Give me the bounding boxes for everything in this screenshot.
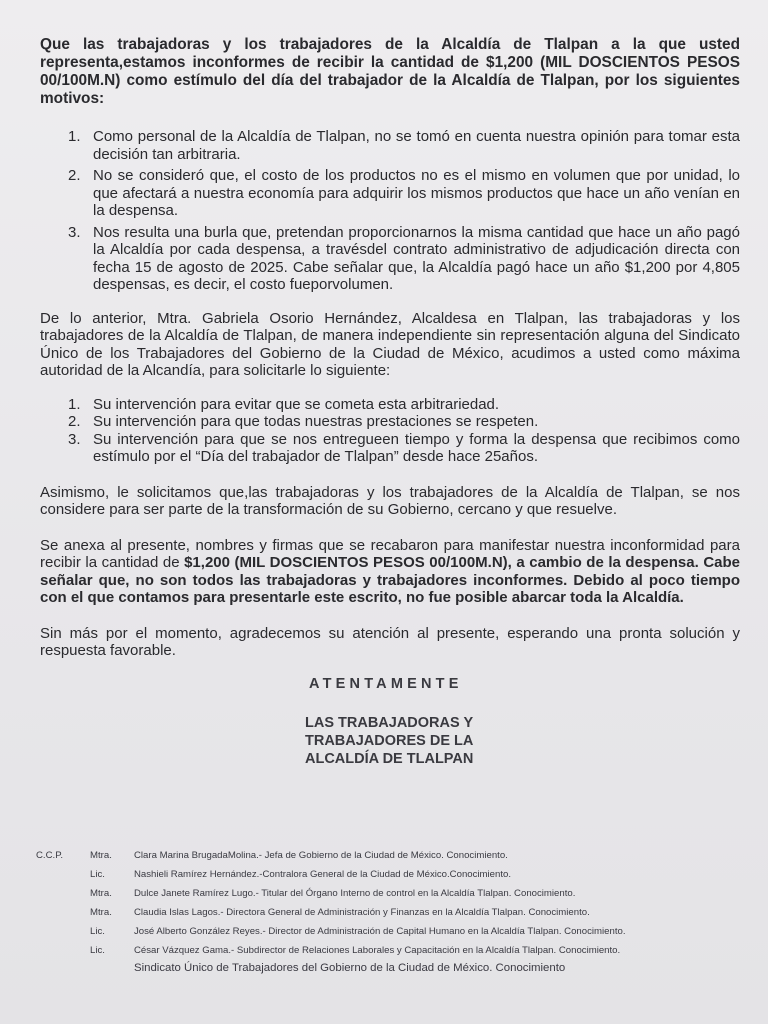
intro-paragraph: Que las trabajadoras y los trabajadores de la Alcaldía de Tlalpan a la que usted representa,estamos inconformes de recibir la cantidad de $1,200 (MIL DOSCIENTOS PESOS 00/100M.N) como estímulo del día del trabajador de la Alcaldía de Tlalpan, por los siguientes motivos:	[40, 36, 740, 107]
ccp-text: César Vázquez Gama.- Subdirector de Relaciones Laborales y Capacitación en la Alcaldía Tlalpan. Conocimiento.	[134, 945, 621, 956]
ccp-text: Claudia Islas Lagos.- Directora General de Administración y Finanzas en la Alcaldía Tlalpan. Conocimiento.	[134, 907, 590, 918]
list-number: 3.	[68, 223, 81, 241]
paragraph-annex	[40, 537, 740, 607]
ccp-label: C.C.P.	[36, 850, 64, 861]
list-item-text: Su intervención para que todas nuestras prestaciones se respeten.	[93, 413, 539, 430]
list-number: 2.	[68, 413, 81, 430]
ccp-last-line: Sindicato Único de Trabajadores del Gobierno de la Ciudad de México. Conocimiento	[134, 962, 566, 974]
list-item	[40, 128, 740, 163]
list-item	[40, 413, 740, 431]
ccp-title: Lic.	[90, 869, 105, 880]
ccp-row	[36, 907, 736, 926]
ccp-title: Lic.	[90, 945, 105, 956]
annex-bold-text: $1,200 (MIL DOSCIENTOS PESOS 00/100M.N), a cambio de la despensa. Cabe señalar que, no son todos las trabajadoras y trabajadores inconformes. Debido al poco tiempo con el que contamos para presentarle este escrito, no fue posible abarcar toda la Alcaldía.	[40, 554, 740, 606]
list-item-text: No se consideró que, el costo de los productos no es el mismo en volumen que por unidad, lo que afectará a nuestra economía para adquirir los mismos productos que hace un año venían en la despensa.	[93, 167, 740, 219]
list-number: 1.	[68, 128, 81, 145]
list-item	[40, 431, 740, 466]
ccp-text: Clara Marina BrugadaMolina.- Jefa de Gobierno de la Ciudad de México. Conocimiento.	[134, 850, 508, 861]
list-number: 1.	[68, 395, 81, 413]
annex-text: Se anexa al presente, nombres y firmas que se recabaron para manifestar nuestra inconformidad para recibir la cantidad de	[40, 536, 740, 571]
ccp-text: Nashieli Ramírez Hernández.-Contralora General de la Ciudad de México.Conocimiento.	[134, 869, 512, 880]
list-number: 2.	[68, 167, 81, 184]
ccp-title: Mtra.	[90, 850, 112, 861]
list-number: 3.	[68, 430, 81, 448]
paragraph-transformation: Asimismo, le solicitamos que,las trabajadoras y los trabajadores de la Alcaldía de Tlalpan, se nos considere para ser parte de la transformación de su Gobierno, cercano y que resuelve.	[40, 483, 740, 518]
list-item	[40, 167, 740, 220]
list-item-text: Nos resulta una burla que, pretendan proporcionarnos la misma cantidad que hace un año pagó la Alcaldía por cada despensa, a travésdel contrato administrativo de adjudicación directa con fecha 15 de agosto de 2025. Cabe señalar que, la Alcaldía pagó hace un año $1,200 por 4,805 despensas, es decir, el costo fueporvolumen.	[93, 223, 740, 293]
list-item-text: Su intervención para evitar que se cometa esta arbitrariedad.	[93, 395, 500, 413]
signature-line: LAS TRABAJADORAS Y	[305, 714, 474, 731]
list-item	[40, 396, 740, 414]
atentamente-heading: ATENTAMENTE	[309, 675, 463, 692]
signature-block	[305, 714, 740, 768]
closing-block	[305, 676, 740, 768]
signature-line: TRABAJADORES DE LA	[305, 732, 474, 749]
ccp-row	[36, 869, 736, 888]
motivos-list	[40, 128, 740, 294]
list-item-text: Su intervención para que se nos entregueen tiempo y forma la despensa que recibimos como estímulo por el “Día del trabajador de Tlalpan” desde hace 25años.	[93, 430, 740, 465]
ccp-row	[36, 926, 736, 945]
paragraph-farewell: Sin más por el momento, agradecemos su atención al presente, esperando una pronta solución y respuesta favorable.	[40, 624, 740, 659]
ccp-text: José Alberto González Reyes.- Director de Administración de Capital Humano en la Alcaldía Tlalpan. Conocimiento.	[134, 926, 626, 937]
paragraph-request: De lo anterior, Mtra. Gabriela Osorio Hernández, Alcaldesa en Tlalpan, las trabajadoras y los trabajadores de la Alcaldía de Tlalpan, de manera independiente sin representación alguna del Sindicato Único de los Trabajadores del Gobierno de la Ciudad de México, acudimos a usted como máxima autoridad de la Alcandía, para solicitarle lo siguiente:	[40, 309, 740, 379]
ccp-title: Mtra.	[90, 888, 112, 899]
ccp-block	[36, 850, 736, 974]
ccp-row	[36, 850, 736, 869]
list-item	[40, 224, 740, 294]
ccp-text: Dulce Janete Ramírez Lugo.- Titular del Órgano Interno de control en la Alcaldía Tlalpan. Conocimiento.	[134, 888, 576, 899]
list-item-text: Como personal de la Alcaldía de Tlalpan, no se tomó en cuenta nuestra opinión para tomar esta decisión tan arbitraria.	[93, 128, 740, 163]
solicitudes-list	[40, 396, 740, 466]
ccp-title: Mtra.	[90, 907, 112, 918]
ccp-row	[36, 888, 736, 907]
ccp-title: Lic.	[90, 926, 105, 937]
signature-line: ALCALDÍA DE TLALPAN	[305, 750, 474, 767]
